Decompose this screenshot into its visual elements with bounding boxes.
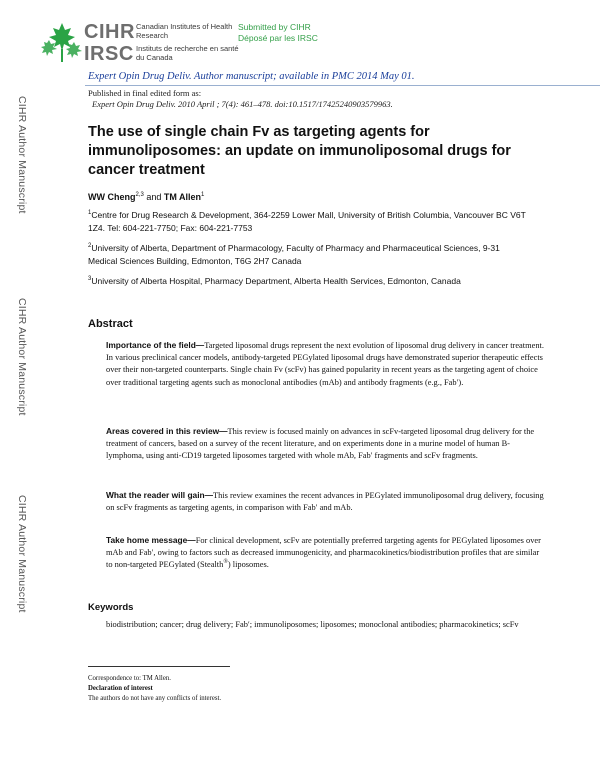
take-home-end: ) liposomes. <box>227 560 269 570</box>
declaration-heading: Declaration of interest <box>88 685 153 692</box>
affiliation-3 <box>88 275 528 288</box>
aff1-sup: 1 <box>88 210 92 217</box>
logo-irsc-text: IRSC <box>84 43 134 65</box>
submitted-fr: Déposé par les IRSC <box>238 33 318 43</box>
aff3-sup: 3 <box>88 276 92 283</box>
publication-note <box>88 88 393 110</box>
abstract-reader-gain <box>106 489 546 514</box>
importance-text: Targeted liposomal drugs represent the next evolution of liposomal drug delivery in cancer treatment. In various preclinical cancer models, antibody-targeted PEGylated liposomal drugs have demonstrated superior therapeutic effects over their non-targeted counterparts. Single chain Fv (scFv) has gained popularity in recent years as the targeting agent of choice over traditional targeting agents such as monoclonal antibodies (mAb) and antibody fragments (e.g., Fab′). <box>106 341 544 387</box>
affiliation-1 <box>88 209 528 235</box>
side-stamp-middle: CIHR Author Manuscript <box>16 298 28 416</box>
keywords-heading: Keywords <box>88 602 134 613</box>
areas-lead: Areas covered in this review— <box>106 426 228 436</box>
logo-cihr-text: CIHR <box>84 21 135 43</box>
aff1-text: Centre for Drug Research & Development, 364-2259 Lower Mall, University of British Columbia, Vancouver BC V6T 1Z4. Tel: 604-221-7750; Fax: 604-221-7753 <box>88 210 526 233</box>
abstract-importance <box>106 339 546 389</box>
pub-note-citation: Expert Opin Drug Deliv. 2010 April ; 7(4): 461–478. doi:10.1517/17425240903579963. <box>92 99 393 109</box>
header-rule <box>85 85 600 86</box>
author-cheng: WW Cheng <box>88 192 136 202</box>
reader-gain-text: This review examines the recent advances in PEGylated immunoliposomal drug delivery, focusing on scFv fragments as targeting agents, in comparison with Fab′ and mAb. <box>106 491 544 513</box>
aff3-text: University of Alberta Hospital, Pharmacy Department, Alberta Health Services, Edmonton, Canada <box>91 276 461 286</box>
registered-mark: ® <box>223 559 228 566</box>
aff2-sup: 2 <box>88 243 92 250</box>
submitted-by-label <box>238 22 318 44</box>
correspondence-note: Correspondence to: TM Allen. <box>88 675 171 682</box>
importance-lead: Importance of the field— <box>106 340 205 350</box>
declaration-text: The authors do not have any conflicts of interest. <box>88 695 222 702</box>
cihr-logo <box>40 20 239 65</box>
author-separator: and <box>143 192 164 202</box>
author-allen: TM Allen <box>163 192 202 202</box>
submitted-en: Submitted by CIHR <box>238 22 311 32</box>
abstract-heading: Abstract <box>88 318 133 330</box>
take-home-lead: Take home message— <box>106 535 196 545</box>
maple-leaf-cluster-icon <box>40 20 84 64</box>
author-list <box>88 192 204 202</box>
author-allen-sup: 1 <box>201 192 205 198</box>
journal-availability-line <box>88 71 415 82</box>
abstract-take-home <box>106 534 546 572</box>
reader-gain-lead: What the reader will gain— <box>106 490 214 500</box>
pub-note-line1: Published in final edited form as: <box>88 88 202 98</box>
journal-availability-text: Expert Opin Drug Deliv. Author manuscript; available in PMC 2014 May 01. <box>88 71 415 82</box>
abstract-areas-covered <box>106 425 546 463</box>
logo-french-name: Instituts de recherche en santé du Canada <box>136 44 239 62</box>
side-stamp-top: CIHR Author Manuscript <box>16 96 28 214</box>
footnote-rule <box>88 666 230 667</box>
areas-text: This review is focused mainly on advances in scFv-targeted liposomal drug delivery for the treatment of cancers, based on a survey of the recent literature, and on experiments done in a murine model of human B-lymphoma, using anti-CD19 targeted liposomes targeted with whole mAb, Fab′ fragments and scFv fragments. <box>106 427 535 461</box>
aff2-text: University of Alberta, Department of Pharmacology, Faculty of Pharmacy and Pharmaceutical Sciences, 9-31 Medical Sciences Building, Edmonton, T6G 2H7 Canada <box>88 243 500 266</box>
take-home-text: For clinical development, scFv are potentially preferred targeting agents for PEGylated liposomes over mAb and Fab′, owing to factors such as decreased immunogenicity, and pharmacokinetics/biodistribution profiles that are similar to non-targeted PEGylated (Stealth <box>106 536 541 570</box>
side-stamp-bottom: CIHR Author Manuscript <box>16 495 28 613</box>
logo-english-name: Canadian Institutes of Health Research <box>136 22 233 40</box>
article-title: The use of single chain Fv as targeting agents for immunoliposomes: an update on immunoliposomal drugs for cancer treatment <box>88 124 511 178</box>
affiliation-2 <box>88 242 528 268</box>
keywords-list: biodistribution; cancer; drug delivery; Fab′; immunoliposomes; liposomes; monoclonal antibodies; pharmacokinetics; scFv <box>106 620 519 629</box>
author-cheng-sup: 2,3 <box>135 192 144 198</box>
footnote <box>88 674 528 704</box>
pub-note-line2 <box>88 99 393 110</box>
